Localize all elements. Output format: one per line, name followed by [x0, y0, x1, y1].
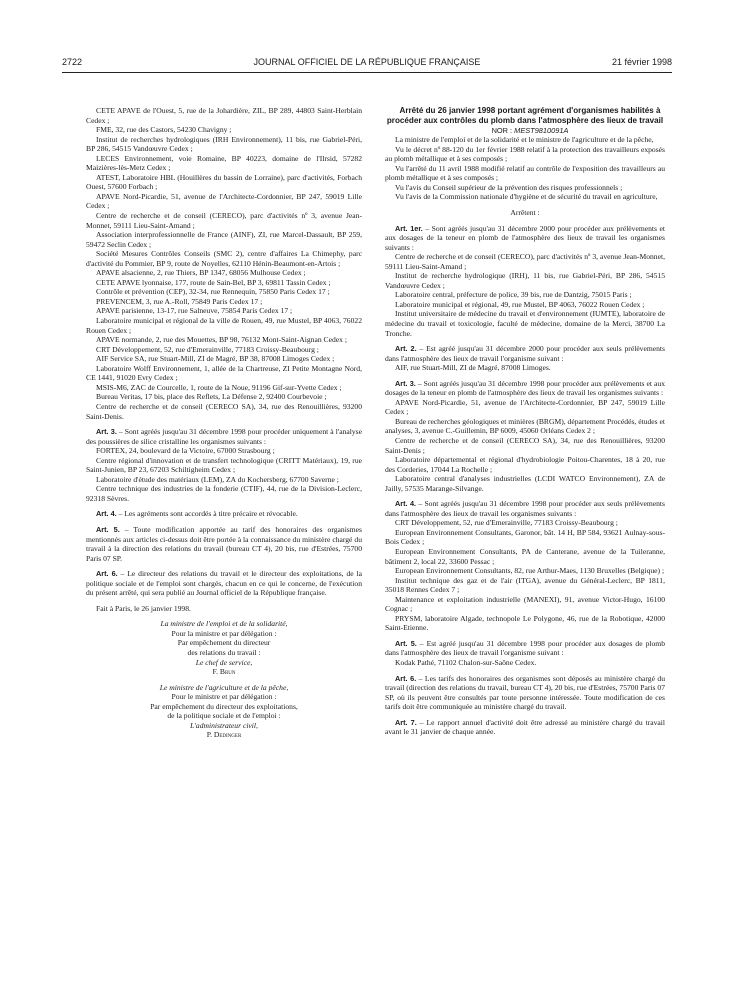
article-2: Art. 2. – Est agréé jusqu'au 31 décembre 2000 pour procéder aux seuls prélèvements dans l'atmosphère des lieux de travail l'organisme suivant : [385, 344, 665, 363]
organism-entry: FORTEX, 24, boulevard de la Victoire, 67000 Strasbourg ; [96, 446, 275, 456]
article-5-organisms [385, 658, 665, 668]
organism-entry: European Environnement Consultants, Garonor, bât. 14 H, BP 584, 93621 Aulnay-sous-Bois Cedex ; [385, 527, 665, 547]
header-rule [62, 72, 672, 73]
article-6: Art. 6. – Les tarifs des honoraires des organismes sont déposés au ministère chargé du travail (direction des relations du travail, bureau CT 4), 20 bis, rue d'Estrées, 75700 Paris 07 SP, où ils peuvent être consultés par toute personne intéressée. Toute modification de ces tarifs doit être communiquée au ministère chargé du travail. [385, 673, 665, 712]
preamble-clause: La ministre de l'emploi et de la solidarité et le ministre de l'agriculture et de la pêche, [395, 135, 654, 145]
organism-entry: AIF, rue Stuart-Mill, ZI de Magré, 87008 Limoges. [395, 363, 551, 373]
organism-entry: Association interprofessionnelle de France (AINF), ZI, rue Marcel-Dassault, BP 259, 59472 Seclin Cedex ; [86, 230, 362, 249]
signatory-title: La ministre de l'emploi et de la solidarité, [160, 619, 288, 629]
organism-entry: Centre de recherche et de conseil (CERECO SA), 34, rue des Renouillières, 93200 Saint-Denis ; [385, 436, 665, 455]
article-6: Art. 6. – Le directeur des relations du travail et le directeur des exploitations, de la politique sociale et de l'emploi sont chargés, chacun en ce qui le concerne, de l'exécution du présent arrêté, qui sera publié au Journal officiel de la République française. [86, 569, 362, 598]
organism-entry: CETE APAVE de l'Ouest, 5, rue de la Johardière, ZIL, BP 289, 44803 Saint-Herblain Cedex ; [86, 106, 362, 125]
organism-entry: Laboratoire départemental et régional d'hydrobiologie Poitou-Charentes, 18 à 20, rue des Corderies, 17044 La Rochelle ; [385, 455, 665, 474]
organism-entry: Centre de recherche et de conseil (CERECO), parc d'activités nº 3, avenue Jean-Monnet, 59111 Lieu-Saint-Amand ; [385, 252, 665, 271]
article-1: Art. 1er. – Sont agréés jusqu'au 31 décembre 2000 pour procéder aux prélèvements et aux dosages de la teneur en plomb de l'atmosphère des lieux de travail les organismes suivants : [385, 223, 665, 252]
organism-entry: APAVE parisienne, 13-17, rue Salneuve, 75854 Paris Cedex 17 ; [96, 306, 293, 316]
article-4-organisms [385, 518, 665, 633]
organism-entry: PRYSM, laboratoire Algade, technopole Le Polygone, 46, rue de la Robotique, 42000 Saint-Etienne. [385, 613, 665, 633]
page-number: 2722 [62, 57, 83, 67]
organism-entry: APAVE normande, 2, rue des Mouettes, BP 98, 76132 Mont-Saint-Aignan Cedex ; [96, 335, 347, 345]
right-column [385, 106, 665, 737]
organism-entry: Institut technique des gaz et de l'air (ITGA), avenue du Général-Leclerc, BP 1811, 35018 Rennes Cedex 7 ; [385, 575, 665, 595]
organism-entry: LECES Environnement, voie Romaine, BP 40223, domaine de l'Ilrsid, 57282 Maizières-lès-Metz Cedex ; [86, 153, 362, 173]
organism-entry: Centre de recherche et de conseil (CERECO SA), 34, rue des Renouillières, 93200 Saint-Denis. [86, 401, 362, 421]
organism-entry: Laboratoire central, préfecture de police, 39 bis, rue de Dantzig, 75015 Paris ; [395, 290, 632, 300]
signatory-line: des relations du travail : [187, 647, 261, 657]
organism-entry: Bureau Veritas, 17 bis, place des Reflets, La Défense 2, 92400 Courbevoie ; [96, 392, 327, 402]
article-3: Art. 3. – Sont agréés jusqu'au 31 décembre 1998 pour procéder uniquement à l'analyse des poussières de silice cristalline les organismes suivants : [86, 427, 362, 446]
signatory-name: F. Brun [212, 667, 236, 677]
page-header [62, 57, 672, 71]
organism-entry: Centre technique des industries de la fonderie (CTIF), 44, rue de la Division-Leclerc, 92318 Sèvres. [86, 484, 362, 503]
signatory-title: Le ministre de l'agriculture et de la pêche, [159, 682, 289, 692]
article-3-organisms [385, 398, 665, 493]
organism-entry: Bureau de recherches géologiques et minières (BRGM), département Procédés, études et analyses, 3, avenue C.-Guillemin, BP 6009, 45060 Orléans Cedex 2 ; [385, 416, 665, 436]
article-3-organisms [86, 446, 362, 503]
article-7: Art. 7. – Le rapport annuel d'activité doit être adressé au ministère chargé du travail avant le 31 janvier de chaque année. [385, 717, 665, 737]
article-4: Art. 4. – Sont agréés jusqu'au 31 décembre 1998 pour procéder aux seuls prélèvements dans l'atmosphère des lieux de travail les organismes suivants : [385, 499, 666, 518]
article-5: Art. 5. – Est agréé jusqu'au 31 décembre 1998 pour procéder aux dosages de plomb dans l'atmosphère des lieux de travail l'organisme suivant : [385, 638, 665, 658]
preamble-clause: Vu l'avis du Conseil supérieur de la prévention des risques professionnels ; [395, 182, 623, 192]
signatory-line: Pour la ministre et par délégation : [171, 628, 277, 638]
article-4: Art. 4. – Les agréments sont accordés à titre précaire et révocable. [96, 509, 298, 519]
signatory-line: Par empêchement du directeur [177, 638, 271, 648]
organism-entry: Centre de recherche et de conseil (CERECO), parc d'activités nº 3, avenue Jean-Monnet, 59111 Lieu-Saint-Amand ; [86, 211, 362, 230]
organism-entry: APAVE Nord-Picardie, 51, avenue de l'Architecte-Cordonnier, BP 247, 59019 Lille Cedex ; [385, 397, 665, 417]
organism-entry: Kodak Pathé, 71102 Chalon-sur-Saône Cedex. [395, 658, 537, 668]
organism-entry: Laboratoire d'étude des matériaux (LEM), ZA du Kochersberg, 67700 Saverne ; [96, 474, 339, 484]
done-at: Fait à Paris, le 26 janvier 1998. [96, 603, 191, 613]
article-3: Art. 3. – Sont agréés jusqu'au 31 décembre 1998 pour procéder aux prélèvements et aux dosages de la teneur en plomb de l'atmosphère des lieux de travail les organismes suivants : [385, 378, 665, 398]
organism-entry: Centre régional d'innovation et de transfert technologique (CRITT Matériaux), 19, rue Saint-Junien, BP 23, 67203 Schiltigheim Cedex ; [86, 455, 362, 475]
organism-entry: APAVE Nord-Picardie, 51, avenue de l'Architecte-Cordonnier, BP 247, 59019 Lille Cedex ; [86, 191, 362, 211]
article-1-organisms [385, 252, 665, 338]
organism-entry: ATEST, Laboratoire HBL (Houillères du bassin de Lorraine), parc d'activités, Forbach Ouest, 57600 Forbach ; [86, 172, 362, 192]
signatory-line: de la politique sociale et de l'emploi : [167, 711, 281, 721]
organism-entry: Institut de recherches hydrologiques (IRH Environnement), 11 bis, rue Gabriel-Péri, BP 286, 54515 Vandœuvre Cedex ; [86, 134, 362, 154]
signatory-role: L'administrateur civil, [190, 720, 258, 730]
article-5: Art. 5. – Toute modification apportée au tarif des honoraires des organismes mentionnés aux articles ci-dessus doit être portée à la connaissance du ministère chargé du travail à la direction des relations du travail (bureau CT 4), 20 bis, rue d'Estrées, 75700 Paris 07 SP. [86, 524, 362, 563]
decree-title: Arrêté du 26 janvier 1998 portant agrément d'organismes habilités à procéder aux contrôles du plomb dans l'atmosphère des lieux de travail [386, 106, 664, 125]
preamble-clause: Vu l'avis de la Commission nationale d'hygiène et de sécurité du travail en agriculture, [395, 192, 658, 202]
signatory-role: Le chef de service, [195, 657, 253, 667]
organism-entry: CRT Développement, 52, rue d'Emerainville, 77183 Croissy-Beaubourg ; [96, 344, 319, 354]
preamble [385, 135, 665, 202]
organism-entry: PREVENCEM, 3, rue A.-Roll, 75849 Paris Cedex 17 ; [96, 296, 263, 306]
organism-entry: Laboratoire central d'analyses industrielles (LCDI WATCO Environnement), ZA de Jailly, 57535 Marange-Silvange. [385, 474, 665, 493]
organism-list [86, 106, 362, 421]
preamble-clause: Vu l'arrêté du 11 avril 1988 modifié relatif au contrôle de l'exposition des travailleurs au plomb métallique et à ses composés ; [385, 163, 665, 183]
organism-entry: Contrôle et prévention (CEP), 32-34, rue Rennequin, 75850 Paris Cedex 17 ; [96, 287, 330, 297]
organism-entry: AIF Service SA, rue Stuart-Mill, ZI de Magré, BP 38, 87008 Limoges Cedex ; [96, 354, 335, 364]
signatory-line: Par empêchement du directeur des exploitations, [150, 701, 298, 711]
signatory-line: Pour le ministre et par délégation : [171, 692, 277, 702]
organism-entry: European Environnement Consultants, PA de Canterane, avenue de la Tuileranne, bâtiment 2, local 22, 33600 Pessac ; [385, 547, 665, 566]
organism-entry: Société Mesures Contrôles Conseils (SMC 2), centre d'affaires La Chimephy, parc d'activité du Pommier, BP 9, route de Noyelles, 62110 Hénin-Beaumont-en-Artois ; [86, 249, 362, 268]
nor-reference: NOR : MEST9810091A [491, 125, 569, 135]
signature-block-2 [86, 683, 362, 740]
arretent-heading: Arrêtent : [510, 207, 540, 217]
left-column [86, 106, 362, 740]
signatory-name: P. Dedinger [206, 730, 242, 740]
signature-block-1 [86, 619, 362, 676]
organism-entry: European Environnement Consultants, 82, rue Arthur-Maes, 1130 Bruxelles (Belgique) ; [395, 566, 665, 576]
organism-entry: Laboratoire municipal et régional de la ville de Rouen, 49, rue Mustel, BP 4063, 76022 Rouen Cedex ; [86, 316, 362, 335]
issue-date: 21 février 1998 [611, 57, 672, 67]
organism-entry: APAVE alsacienne, 2, rue Thiers, BP 1347, 68056 Mulhouse Cedex ; [96, 268, 306, 278]
journal-title: JOURNAL OFFICIEL DE LA RÉPUBLIQUE FRANÇAISE [253, 57, 481, 67]
organism-entry: MSIS-M6, ZAC de Courcelle, 1, route de la Noue, 91196 Gif-sur-Yvette Cedex ; [96, 382, 342, 392]
organism-entry: Laboratoire Wolff Environnement, 1, allée de la Chartreuse, ZI Petite Montagne Nord, CE 1441, 91020 Evry Cedex ; [86, 363, 362, 383]
organism-entry: CRT Développement, 52, rue d'Emerainville, 77183 Croissy-Beaubourg ; [395, 518, 618, 528]
organism-entry: Laboratoire municipal et régional, 49, rue Mustel, BP 4063, 76022 Rouen Cedex ; [395, 299, 645, 309]
preamble-clause: Vu le décret nº 88-120 du 1er février 1988 relatif à la protection des travailleurs exposés au plomb métallique et à ses composés ; [385, 144, 665, 164]
organism-entry: Institut de recherche hydrologique (IRH), 11 bis, rue Gabriel-Péri, BP 286, 54515 Vandœuvre Cedex ; [385, 271, 665, 290]
organism-entry: CETE APAVE lyonnaise, 177, route de Sain-Bel, BP 3, 69811 Tassin Cedex ; [96, 277, 331, 287]
organism-entry: FME, 32, rue des Castors, 54230 Chavigny ; [96, 125, 232, 135]
organism-entry: Maintenance et exploitation industrielle (MANEXI), 91, avenue Victor-Hugo, 16100 Cognac ; [385, 594, 665, 614]
organism-entry: Institut universitaire de médecine du travail et d'environnement (IUMTE), laboratoire de médecine du travail et toxicologie, faculté de médecine, domaine de la Merci, 38700 La Tronche. [385, 309, 665, 338]
article-2-organisms [385, 363, 665, 373]
